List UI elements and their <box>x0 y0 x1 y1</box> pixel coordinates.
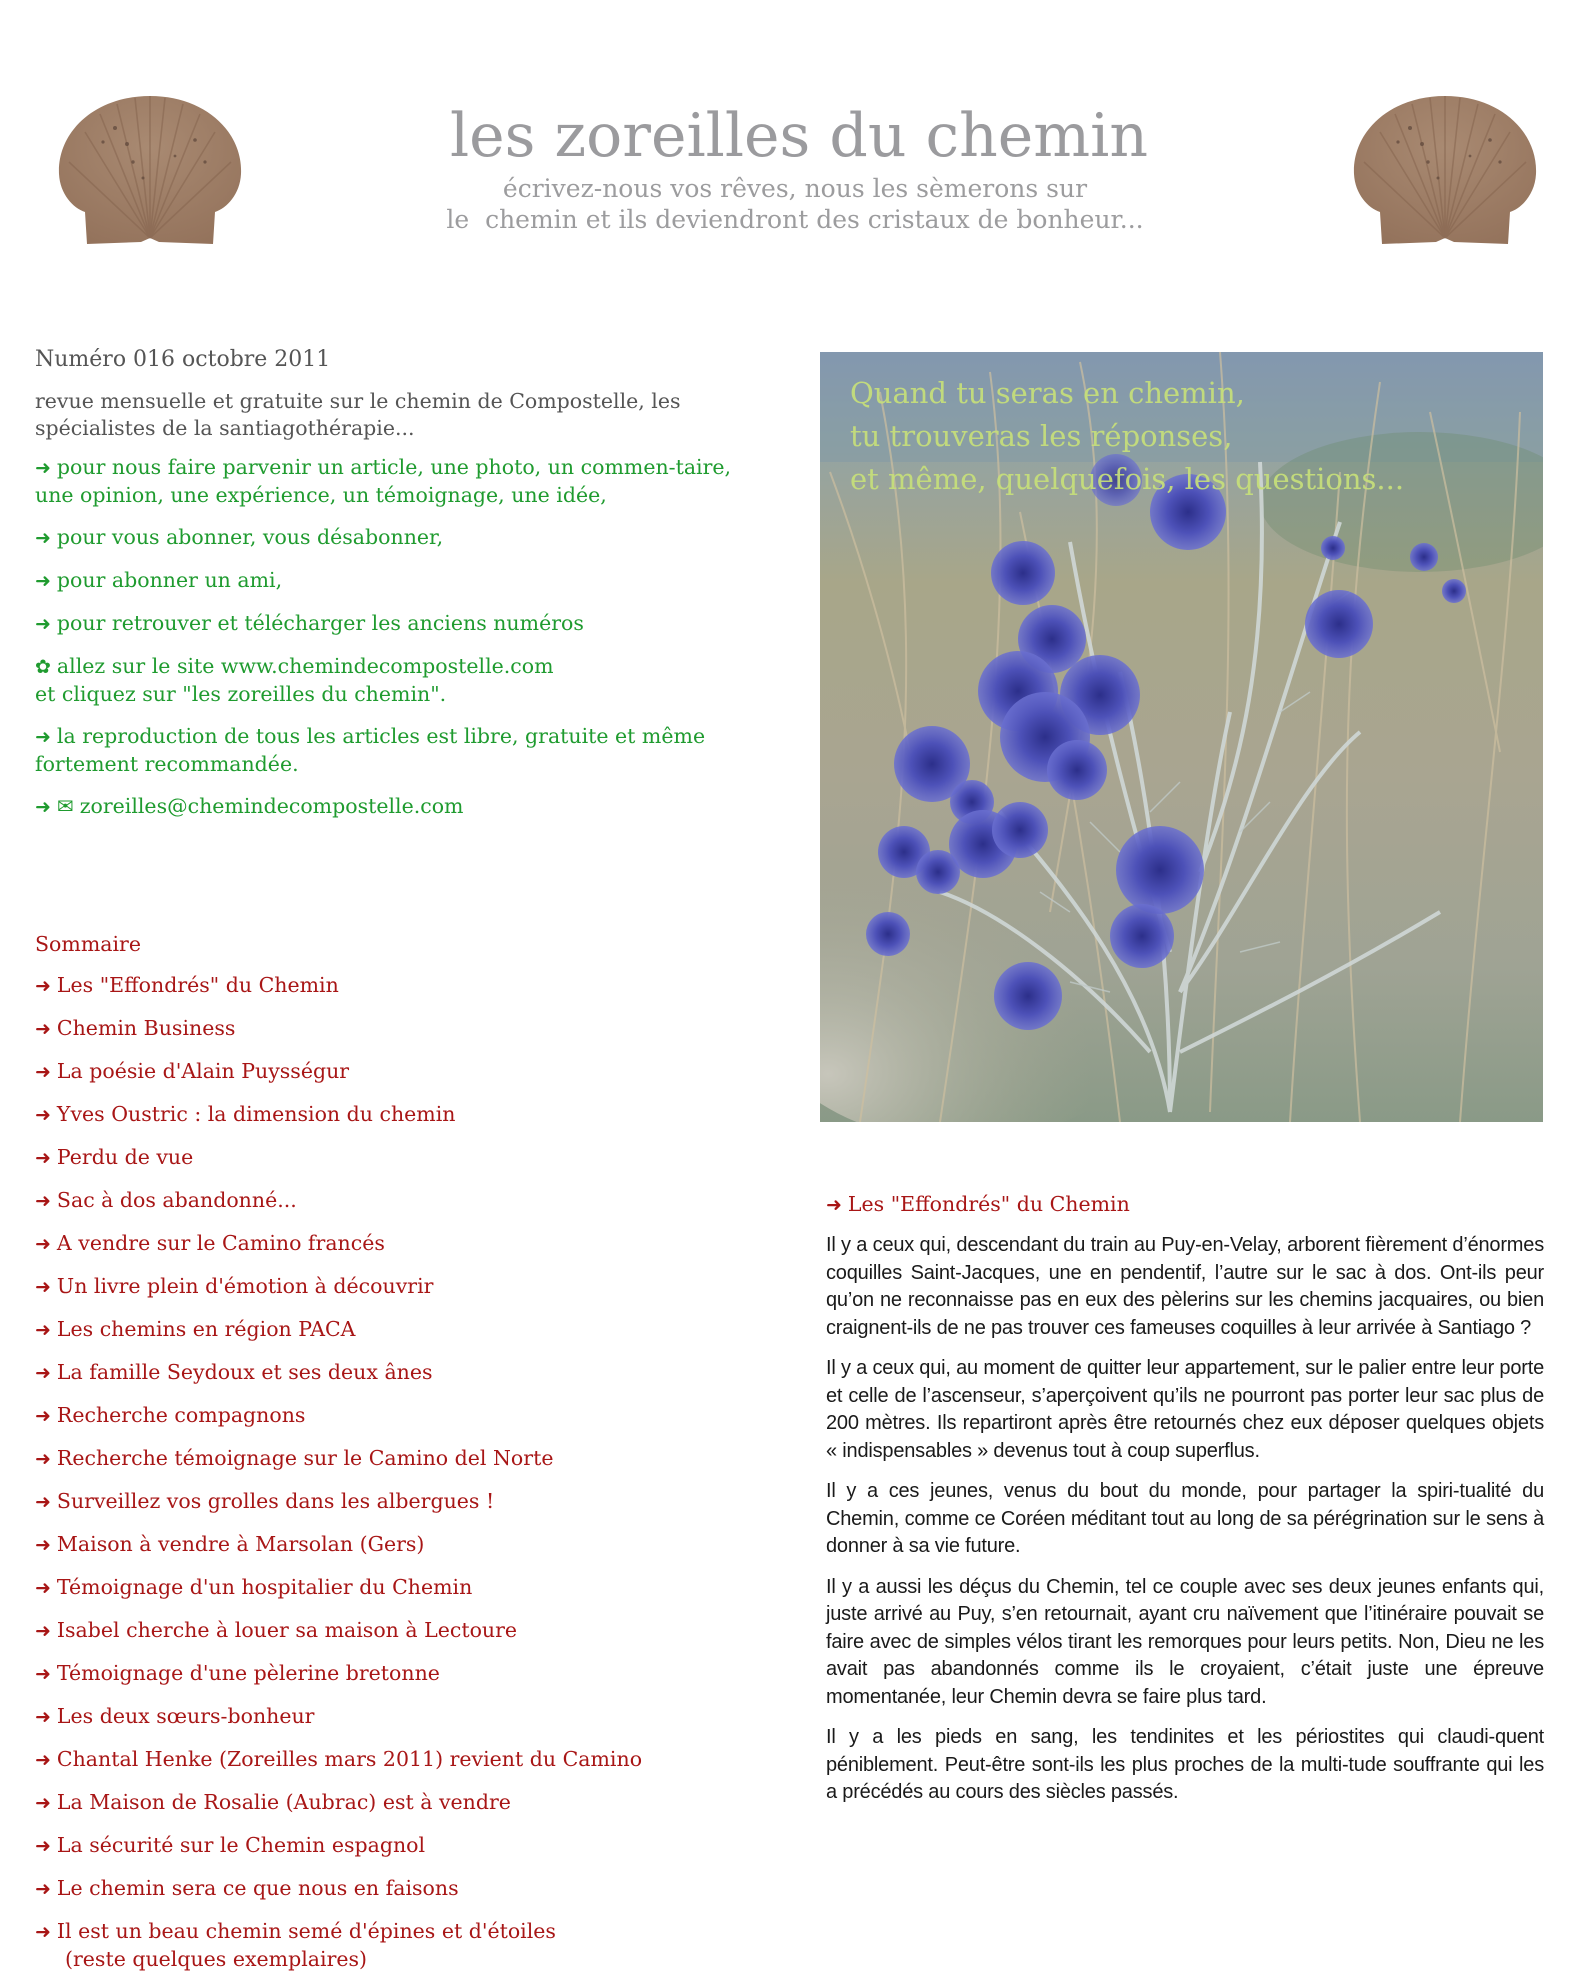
article-title-text: Les "Effondrés" du Chemin <box>847 1192 1130 1216</box>
toc-link[interactable]: Le chemin sera ce que nous en faisons <box>56 1876 459 1900</box>
toc-title: Sommaire <box>35 932 141 956</box>
scallop-shell-icon <box>1350 92 1540 248</box>
website-link[interactable]: allez sur le site www.chemindecompostelle.com <box>56 654 554 678</box>
arrow-right-icon: ➜ <box>35 1491 51 1513</box>
quote-line: Quand tu seras en chemin, <box>850 376 1245 410</box>
tagline-line-1: écrivez-nous vos rêves, nous les sèmerons sur <box>502 174 1088 203</box>
toc-link[interactable]: La sécurité sur le Chemin espagnol <box>56 1833 426 1857</box>
toc-link[interactable]: Recherche compagnons <box>56 1403 306 1427</box>
toc-link[interactable]: Sac à dos abandonné... <box>56 1188 297 1212</box>
arrow-right-icon: ➜ <box>35 1147 51 1169</box>
toc-item[interactable] <box>35 1832 795 1860</box>
toc-item-note: (reste quelques exemplaires) <box>65 1947 368 1971</box>
arrow-right-icon: ➜ <box>35 1405 51 1427</box>
issue-number: Numéro 016 octobre 2011 <box>35 347 331 372</box>
toc-link[interactable]: Isabel cherche à louer sa maison à Lectoure <box>56 1618 518 1642</box>
arrow-right-icon: ➜ <box>35 796 51 818</box>
toc-item[interactable] <box>35 1703 795 1731</box>
arrow-right-icon: ➜ <box>35 1620 51 1642</box>
toc-link[interactable]: La Maison de Rosalie (Aubrac) est à vendre <box>56 1790 511 1814</box>
toc-link[interactable]: Témoignage d'une pèlerine bretonne <box>56 1661 440 1685</box>
arrow-right-icon: ➜ <box>35 1276 51 1298</box>
toc-item[interactable] <box>35 1359 795 1387</box>
info-item-website[interactable] <box>35 653 775 708</box>
arrow-right-icon: ➜ <box>35 1319 51 1341</box>
toc-item[interactable] <box>35 972 795 1000</box>
arrow-right-icon: ➜ <box>35 975 51 997</box>
scallop-shell-icon <box>55 92 245 248</box>
toc-link[interactable]: Maison à vendre à Marsolan (Gers) <box>56 1532 425 1556</box>
toc-link[interactable]: Les deux sœurs-bonheur <box>56 1704 315 1728</box>
toc-link[interactable]: Surveillez vos grolles dans les albergues ! <box>56 1489 495 1513</box>
info-item-email[interactable] <box>35 793 775 821</box>
toc-link[interactable]: Il est un beau chemin semé d'épines et d'étoiles <box>56 1919 556 1943</box>
article <box>826 1190 1544 1820</box>
quote-line: et même, quelquefois, les questions... <box>850 462 1405 496</box>
toc-link[interactable]: Témoignage d'un hospitalier du Chemin <box>56 1575 473 1599</box>
toc-item[interactable] <box>35 1230 795 1258</box>
arrow-right-icon: ➜ <box>35 1577 51 1599</box>
toc-item[interactable] <box>35 1746 795 1774</box>
arrow-right-icon: ➜ <box>826 1194 842 1216</box>
arrow-right-icon: ➜ <box>35 1749 51 1771</box>
arrow-right-icon: ➜ <box>35 1792 51 1814</box>
info-item-label[interactable]: pour vous abonner, vous désabonner, <box>56 525 444 549</box>
toc-item[interactable] <box>35 1875 795 1903</box>
toc-link[interactable]: Les "Effondrés" du Chemin <box>56 973 339 997</box>
arrow-right-icon: ➜ <box>35 1018 51 1040</box>
toc-item[interactable] <box>35 1574 795 1602</box>
toc-item[interactable] <box>35 1273 795 1301</box>
toc-link[interactable]: La famille Seydoux et ses deux ânes <box>56 1360 433 1384</box>
toc-link[interactable]: Perdu de vue <box>56 1145 194 1169</box>
toc-link[interactable]: La poésie d'Alain Puysségur <box>56 1059 350 1083</box>
toc-item[interactable] <box>35 1316 795 1344</box>
toc-item[interactable] <box>35 1789 795 1817</box>
toc-item[interactable] <box>35 1187 795 1215</box>
arrow-right-icon: ➜ <box>35 1362 51 1384</box>
toc-item[interactable] <box>35 1531 795 1559</box>
toc-link[interactable]: Yves Oustric : la dimension du chemin <box>56 1102 456 1126</box>
arrow-right-icon: ➜ <box>35 1104 51 1126</box>
toc-item[interactable] <box>35 1918 795 1973</box>
arrow-right-icon: ➜ <box>35 570 51 592</box>
masthead-banner <box>0 0 1588 290</box>
quote-line: tu trouveras les réponses, <box>850 419 1233 453</box>
toc-link[interactable]: Recherche témoignage sur le Camino del Norte <box>56 1446 554 1470</box>
toc-item[interactable] <box>35 1488 795 1516</box>
article-paragraph: Il y a les pieds en sang, les tendinites et les périostites qui claudi-quent péniblement. Peut-être sont-ils les plus proches de la multi-tude souffrante qui les a précédés au cours des siècles passés. <box>826 1726 1544 1803</box>
photo-quote <box>850 372 1404 501</box>
flower-icon: ✿ <box>35 656 51 678</box>
arrow-right-icon: ➜ <box>35 1878 51 1900</box>
site-title: les zoreilles du chemin <box>449 101 1149 171</box>
info-item-submit[interactable] <box>35 454 775 509</box>
toc-item[interactable] <box>35 1101 795 1129</box>
arrow-right-icon: ➜ <box>35 1706 51 1728</box>
arrow-right-icon: ➜ <box>35 613 51 635</box>
info-item-archives[interactable] <box>35 610 775 638</box>
toc-item[interactable] <box>35 1144 795 1172</box>
arrow-right-icon: ➜ <box>35 1233 51 1255</box>
info-item-label[interactable]: pour abonner un ami, <box>56 568 283 592</box>
article-paragraph: Il y a aussi les déçus du Chemin, tel ce couple avec ses deux jeunes enfants qui, juste arrivé au Puy, s’en retournait, ayant cru naïvement que l’itinéraire pouvait se faire avec de simples vélos tirant les remorques pour leurs petits. Non, Dieu ne les avait pas abandonnés comme ils le croyaient, c’était juste une épreuve momentanée, leur Chemin devra se faire plus tard. <box>826 1575 1544 1708</box>
info-item-subscribe[interactable] <box>35 524 775 552</box>
arrow-right-icon: ➜ <box>35 457 51 479</box>
toc-item[interactable] <box>35 1058 795 1086</box>
toc-item[interactable] <box>35 1445 795 1473</box>
arrow-right-icon: ➜ <box>35 1835 51 1857</box>
toc-link[interactable]: Les chemins en région PACA <box>56 1317 356 1341</box>
arrow-right-icon: ➜ <box>35 1190 51 1212</box>
tagline-line-2: le chemin et ils deviendront des cristaux de bonheur... <box>446 205 1144 234</box>
arrow-right-icon: ➜ <box>35 1921 51 1943</box>
article-paragraph: Il y a ces jeunes, venus du bout du monde, pour partager la spiri-tualité du Chemin, comme ce Coréen méditant tout au long de sa pérégrination sur le sens à donner à sa vie future. <box>826 1480 1544 1557</box>
info-item-label[interactable]: pour nous faire parvenir un article, une photo, un commen-taire, une opinion, une expérience, un témoignage, une idée, <box>35 455 732 507</box>
toc-item[interactable] <box>35 1660 795 1688</box>
toc-link[interactable]: Un livre plein d'émotion à découvrir <box>56 1274 434 1298</box>
info-item-label[interactable]: pour retrouver et télécharger les anciens numéros <box>56 611 584 635</box>
email-link[interactable]: zoreilles@chemindecompostelle.com <box>79 794 464 818</box>
issue-intro: revue mensuelle et gratuite sur le chemin de Compostelle, les spécialistes de la santiagothérapie... <box>35 389 681 440</box>
table-of-contents <box>35 930 795 1988</box>
info-item-label: et cliquez sur "les zoreilles du chemin". <box>35 682 447 706</box>
toc-item[interactable] <box>35 1402 795 1430</box>
arrow-right-icon: ➜ <box>35 1663 51 1685</box>
article-paragraph: Il y a ceux qui, descendant du train au Puy-en-Velay, arborent fièrement d’énormes coquilles Saint-Jacques, une en pendentif, l’autre sur le sac à dos. Ont-ils peur qu’on ne reconnaisse pas en eux des pèlerins sur les chemins jacquaires, ou bien craignent-ils de ne pas trouver ces fameuses coquilles à leur arrivée à Santiago ? <box>826 1234 1544 1339</box>
masthead <box>300 100 1290 234</box>
envelope-icon: ✉ <box>56 794 74 818</box>
arrow-right-icon: ➜ <box>35 1061 51 1083</box>
info-item-label: la reproduction de tous les articles est libre, gratuite et même fortement recommandée. <box>35 724 706 776</box>
arrow-right-icon: ➜ <box>35 1534 51 1556</box>
toc-link[interactable]: Chantal Henke (Zoreilles mars 2011) revient du Camino <box>56 1747 643 1771</box>
info-item-subscribe-friend[interactable] <box>35 567 775 595</box>
arrow-right-icon: ➜ <box>35 726 51 748</box>
toc-item[interactable] <box>35 1015 795 1043</box>
issue-info <box>35 346 775 836</box>
info-item-reproduction <box>35 723 775 778</box>
arrow-right-icon: ➜ <box>35 1448 51 1470</box>
toc-item[interactable] <box>35 1617 795 1645</box>
arrow-right-icon: ➜ <box>35 527 51 549</box>
article-title <box>826 1190 1544 1219</box>
toc-link[interactable]: Chemin Business <box>56 1016 236 1040</box>
cover-photo <box>820 352 1543 1122</box>
toc-link[interactable]: A vendre sur le Camino francés <box>56 1231 385 1255</box>
article-paragraph: Il y a ceux qui, au moment de quitter leur appartement, sur le palier entre leur porte et celle de l’ascenseur, s’aperçoivent qu’ils ne pourront pas porter leur sac plus de 200 mètres. Ils repartiront après être retournés chez eux déposer quelques objets « indispensables » devenus tout à coup superflus. <box>826 1357 1544 1462</box>
